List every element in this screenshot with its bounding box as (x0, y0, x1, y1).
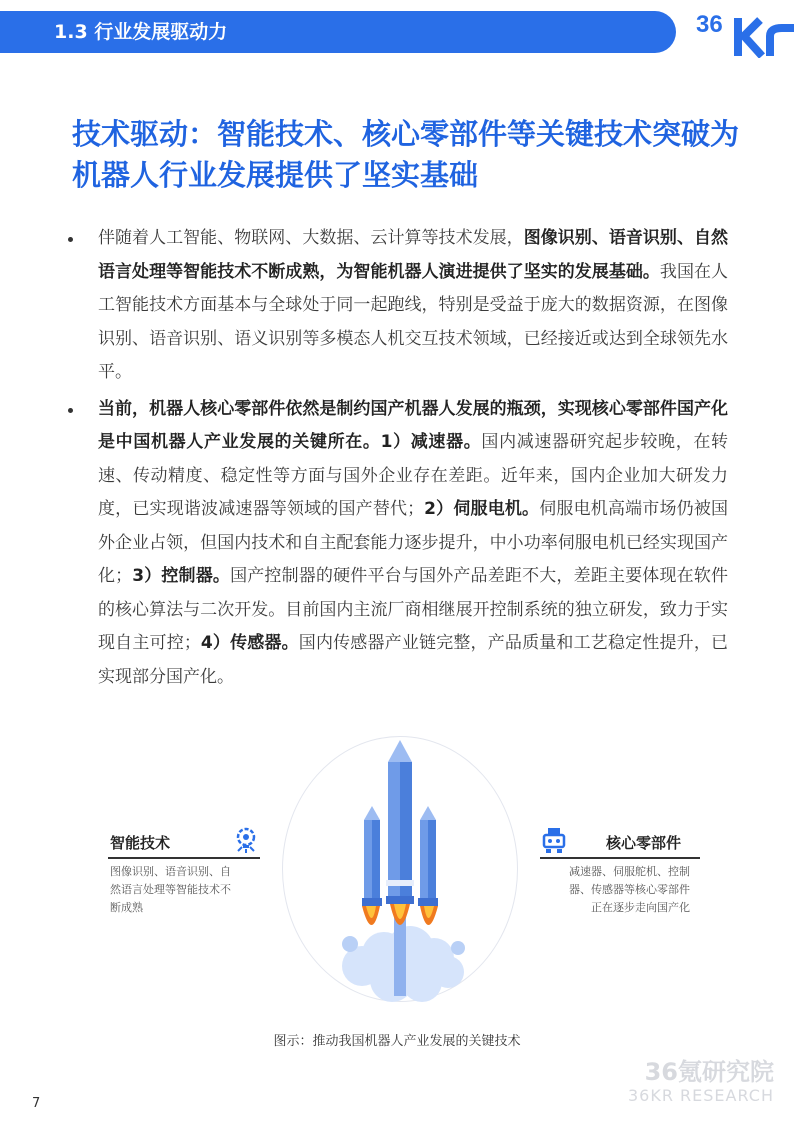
bullet-emphasis: 4）传感器。 (200, 633, 299, 653)
bullet-paragraph (98, 222, 728, 390)
card-line: 正在逐步走向国产化 (591, 901, 690, 914)
right-card-description (540, 863, 690, 917)
bullet-item-intelligent-tech (64, 222, 728, 390)
bullet-text: 国产控制器的硬件平台与国外产品差距不大，差距主要体现在软件的核心算法与二次开发。目前国内主流厂商相继展开控制系统的独立研发，致力于实现自主可控； (98, 566, 729, 653)
bullet-dot (68, 408, 73, 413)
bullet-emphasis: 2）伺服电机。 (424, 499, 540, 519)
right-card-title: 核心零部件 (606, 834, 682, 852)
bullet-text: 伴随着人工智能、物联网、大数据、云计算等技术发展， (98, 228, 524, 248)
page-title: 技术驱动：智能技术、核心零部件等关键技术突破为机器人行业发展提供了坚实基础 (72, 117, 740, 192)
bullet-emphasis: 当前，机器人核心零部件依然是制约国产机器人发展的瓶颈，实现核心零部件国产化是中国机器人产业发展的关键所在。1）减速器。 (98, 398, 728, 452)
bullet-text: 国内减速器研究起步较晚，在转速、传动精度、稳定性等方面与国外企业存在差距。近年来，国内企业加大研发力度，已实现谐波减速器等领域的国产替代； (98, 432, 729, 519)
bullet-list (64, 222, 728, 697)
watermark-cn: 36氪研究院 (644, 1058, 774, 1086)
left-card-divider (108, 857, 260, 859)
left-card-title: 智能技术 (110, 834, 171, 852)
page-number: 7 (32, 1096, 41, 1111)
card-line: 然语言处理等智能技术不 (110, 883, 231, 896)
bullet-paragraph (98, 393, 728, 695)
robot-icon (540, 826, 568, 854)
card-line: 图像识别、语音识别、自 (110, 865, 231, 878)
ai-brain-icon (232, 826, 260, 854)
card-line: 器、传感器等核心零部件 (569, 883, 690, 896)
bullet-text: 我国在人工智能技术方面基本与全球处于同一起跑线，特别是受益于庞大的数据资源，在图像识别、语音识别、语义识别等多模态人机交互技术领域，已经接近或达到全球领先水平。 (98, 261, 729, 382)
section-header-bar (0, 11, 676, 53)
card-line: 断成熟 (110, 901, 143, 914)
left-card-description (110, 863, 260, 917)
watermark (628, 1058, 774, 1106)
section-title: 1.3 行业发展驱动力 (54, 21, 228, 43)
bullet-text: 伺服电机高端市场仍被国外企业占领，但国内技术和自主配套能力逐步提升，中小功率伺服电机已经实现国产化； (98, 499, 728, 586)
36kr-logo-icon (694, 6, 794, 58)
watermark-en: 36KR RESEARCH (627, 1086, 774, 1105)
card-line: 减速器、伺服舵机、控制 (569, 865, 690, 878)
svg-text:36: 36 (696, 11, 723, 38)
bullet-dot (68, 237, 73, 242)
figure-caption: 图示：推动我国机器人产业发展的关键技术 (273, 1034, 521, 1049)
rocket-icon (322, 736, 482, 1004)
bullet-item-core-components (64, 393, 728, 695)
bullet-emphasis: 图像识别、语音识别、自然语言处理等智能技术不断成熟，为智能机器人演进提供了坚实的发展基础。 (98, 228, 729, 282)
bullet-text: 国内传感器产业链完整，产品质量和工艺稳定性提升，已实现部分国产化。 (98, 633, 729, 687)
bullet-emphasis: 3）控制器。 (132, 566, 231, 586)
right-card-divider (540, 857, 700, 859)
key-tech-figure (0, 736, 794, 1006)
